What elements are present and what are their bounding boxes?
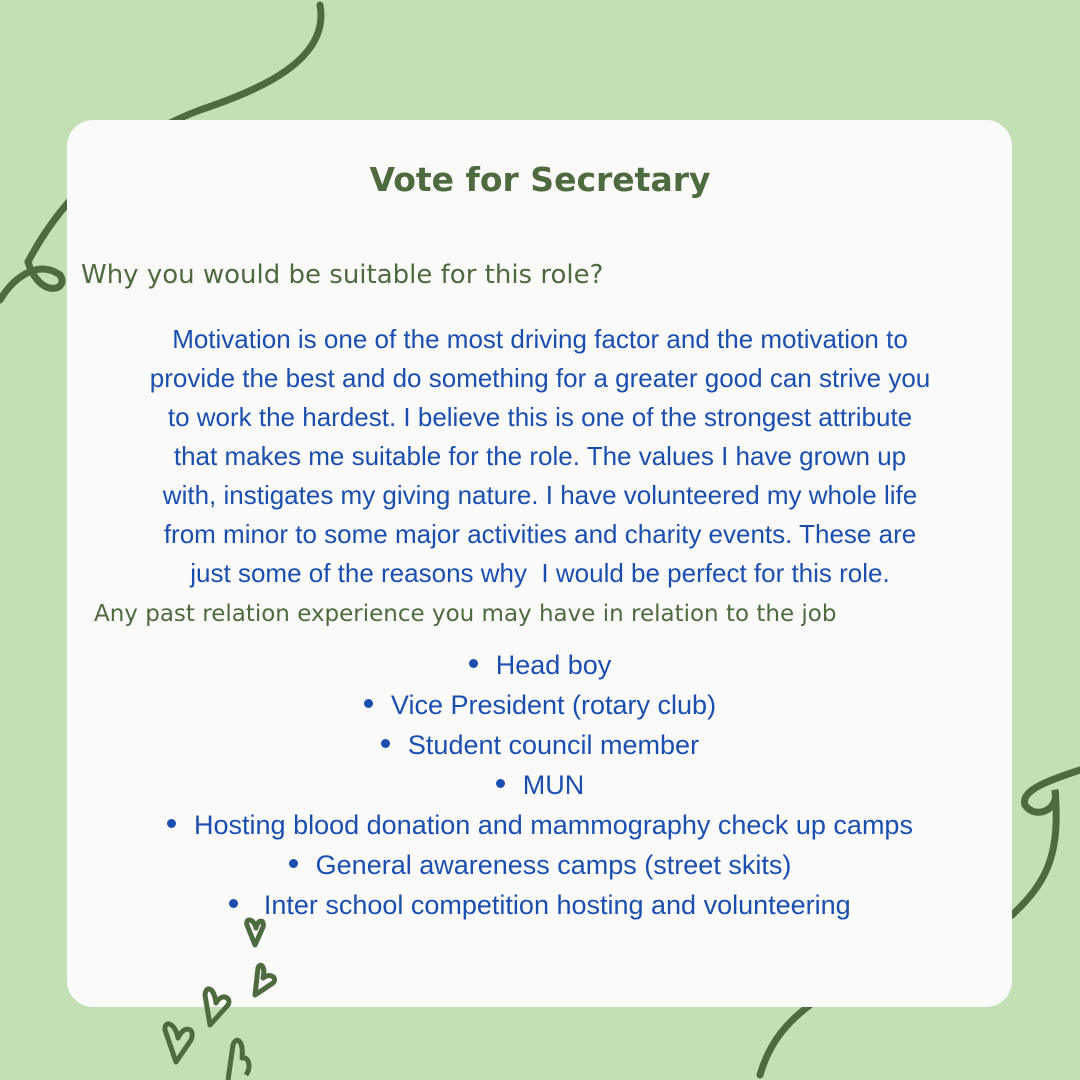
bullet-icon bbox=[289, 859, 298, 868]
bullet-icon bbox=[469, 659, 478, 668]
heart-icon bbox=[165, 1024, 192, 1062]
answer-line: Motivation is one of the most driving factor and the motivation to bbox=[172, 324, 908, 354]
answer-line: from minor to some major activities and charity events. These are bbox=[163, 519, 917, 549]
bullet-icon bbox=[167, 819, 176, 828]
heart-icon bbox=[228, 1040, 249, 1080]
question-experience: Any past relation experience you may have in relation to the job bbox=[94, 601, 837, 627]
vine-bottom bbox=[760, 1005, 810, 1075]
experience-list bbox=[70, 645, 1010, 925]
list-item: Head boy bbox=[70, 645, 1010, 685]
vine-right bbox=[1012, 770, 1080, 915]
answer-line: just some of the reasons why I would be perfect for this role. bbox=[190, 558, 890, 588]
answer-line: to work the hardest. I believe this is one of the strongest attribute bbox=[167, 402, 913, 432]
bullet-icon bbox=[496, 779, 505, 788]
list-item: MUN bbox=[70, 765, 1010, 805]
list-item: Hosting blood donation and mammography check up camps bbox=[70, 805, 1010, 845]
answer-line: provide the best and do something for a greater good can strive you bbox=[149, 363, 931, 393]
answer-line: that makes me suitable for the role. The values I have grown up bbox=[173, 441, 907, 471]
question-suitability: Why you would be suitable for this role? bbox=[81, 260, 604, 290]
answer-line: with, instigates my giving nature. I have volunteered my whole life bbox=[162, 480, 918, 510]
list-item: Vice President (rotary club) bbox=[70, 685, 1010, 725]
answer-paragraph bbox=[70, 320, 1010, 593]
bullet-icon bbox=[229, 899, 238, 908]
bullet-icon bbox=[381, 739, 390, 748]
list-item: Student council member bbox=[70, 725, 1010, 765]
bullet-icon bbox=[364, 699, 373, 708]
list-item: General awareness camps (street skits) bbox=[70, 845, 1010, 885]
list-item: Inter school competition hosting and volunteering bbox=[70, 885, 1010, 925]
page-title: Vote for Secretary bbox=[369, 160, 711, 199]
